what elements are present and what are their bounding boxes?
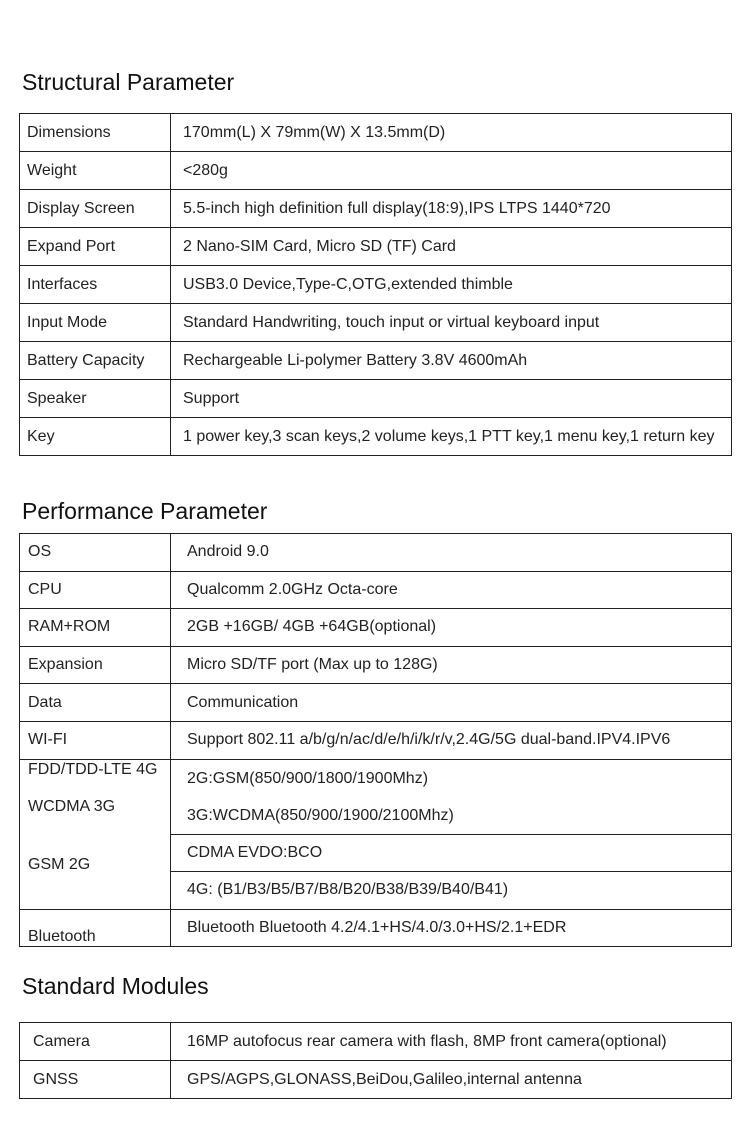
- spec-label: Input Mode: [20, 304, 171, 342]
- table-row: [20, 380, 732, 418]
- spec-label: Camera: [20, 1023, 171, 1061]
- spec-value: 170mm(L) X 79mm(W) X 13.5mm(D): [171, 114, 732, 152]
- network-bands-label: [20, 759, 171, 909]
- spec-label: RAM+ROM: [20, 609, 171, 647]
- table-row: [20, 114, 732, 152]
- spec-label: Weight: [20, 152, 171, 190]
- table-row: [20, 571, 732, 609]
- spec-value: Qualcomm 2.0GHz Octa-core: [171, 571, 732, 609]
- network-value-lte: 4G: (B1/B3/B5/B7/B8/B20/B38/B39/B40/B41): [171, 872, 732, 910]
- table-row: [20, 759, 732, 834]
- spec-value: 2GB +16GB/ 4GB +64GB(optional): [171, 609, 732, 647]
- spec-label: WI-FI: [20, 721, 171, 759]
- table-row: [20, 304, 732, 342]
- table-row: [20, 684, 732, 722]
- spec-label: Data: [20, 684, 171, 722]
- spec-value: [171, 759, 732, 834]
- table-row: [20, 152, 732, 190]
- spec-value: Android 9.0: [171, 534, 732, 572]
- spec-value: 5.5-inch high definition full display(18:9),IPS LTPS 1440*720: [171, 190, 732, 228]
- structural-parameter-table: [19, 113, 732, 456]
- table-row: [20, 342, 732, 380]
- table-row: [20, 266, 732, 304]
- spec-value: Micro SD/TF port (Max up to 128G): [171, 646, 732, 684]
- network-label-gsm: GSM 2G: [28, 855, 91, 873]
- spec-label: Expand Port: [20, 228, 171, 266]
- table-row: [20, 909, 732, 947]
- spec-label: Speaker: [20, 380, 171, 418]
- table-row: [20, 646, 732, 684]
- table-row: [20, 190, 732, 228]
- performance-parameter-title: Performance Parameter: [22, 498, 268, 524]
- table-row: [20, 609, 732, 647]
- performance-parameter-table: [19, 533, 732, 947]
- table-row: [20, 1061, 732, 1099]
- table-row: [20, 418, 732, 456]
- spec-value: USB3.0 Device,Type-C,OTG,extended thimble: [171, 266, 732, 304]
- table-row: [20, 721, 732, 759]
- network-label-lte: FDD/TDD-LTE 4G: [28, 760, 158, 778]
- spec-label: Bluetooth: [20, 909, 171, 947]
- standard-modules-title: Standard Modules: [22, 973, 209, 999]
- network-value-cdma: CDMA EVDO:BCO: [171, 834, 732, 872]
- spec-value: Support 802.11 a/b/g/n/ac/d/e/h/i/k/r/v,2.4G/5G dual-band.IPV4.IPV6: [171, 721, 732, 759]
- table-row: [20, 1023, 732, 1061]
- network-value-wcdma: 3G:WCDMA(850/900/1900/2100Mhz): [187, 806, 454, 824]
- standard-modules-table: [19, 1022, 732, 1099]
- table-row: [20, 534, 732, 572]
- network-value-gsm: 2G:GSM(850/900/1800/1900Mhz): [187, 769, 429, 787]
- spec-value: Rechargeable Li-polymer Battery 3.8V 4600mAh: [171, 342, 732, 380]
- structural-parameter-title: Structural Parameter: [22, 69, 235, 95]
- spec-label: OS: [20, 534, 171, 572]
- spec-label: Display Screen: [20, 190, 171, 228]
- spec-value: Communication: [171, 684, 732, 722]
- spec-label: Interfaces: [20, 266, 171, 304]
- spec-value: Support: [171, 380, 732, 418]
- spec-value: <280g: [171, 152, 732, 190]
- table-row: [20, 228, 732, 266]
- spec-label: Dimensions: [20, 114, 171, 152]
- spec-value: 16MP autofocus rear camera with flash, 8MP front camera(optional): [171, 1023, 732, 1061]
- spec-value: Standard Handwriting, touch input or virtual keyboard input: [171, 304, 732, 342]
- network-label-wcdma: WCDMA 3G: [28, 797, 116, 815]
- spec-label: Key: [20, 418, 171, 456]
- spec-label: Battery Capacity: [20, 342, 171, 380]
- spec-label: Expansion: [20, 646, 171, 684]
- spec-value: Bluetooth Bluetooth 4.2/4.1+HS/4.0/3.0+HS/2.1+EDR: [171, 909, 732, 947]
- spec-value: 2 Nano-SIM Card, Micro SD (TF) Card: [171, 228, 732, 266]
- spec-value: 1 power key,3 scan keys,2 volume keys,1 PTT key,1 menu key,1 return key: [171, 418, 732, 456]
- spec-label: GNSS: [20, 1061, 171, 1099]
- spec-label: CPU: [20, 571, 171, 609]
- spec-value: GPS/AGPS,GLONASS,BeiDou,Galileo,internal antenna: [171, 1061, 732, 1099]
